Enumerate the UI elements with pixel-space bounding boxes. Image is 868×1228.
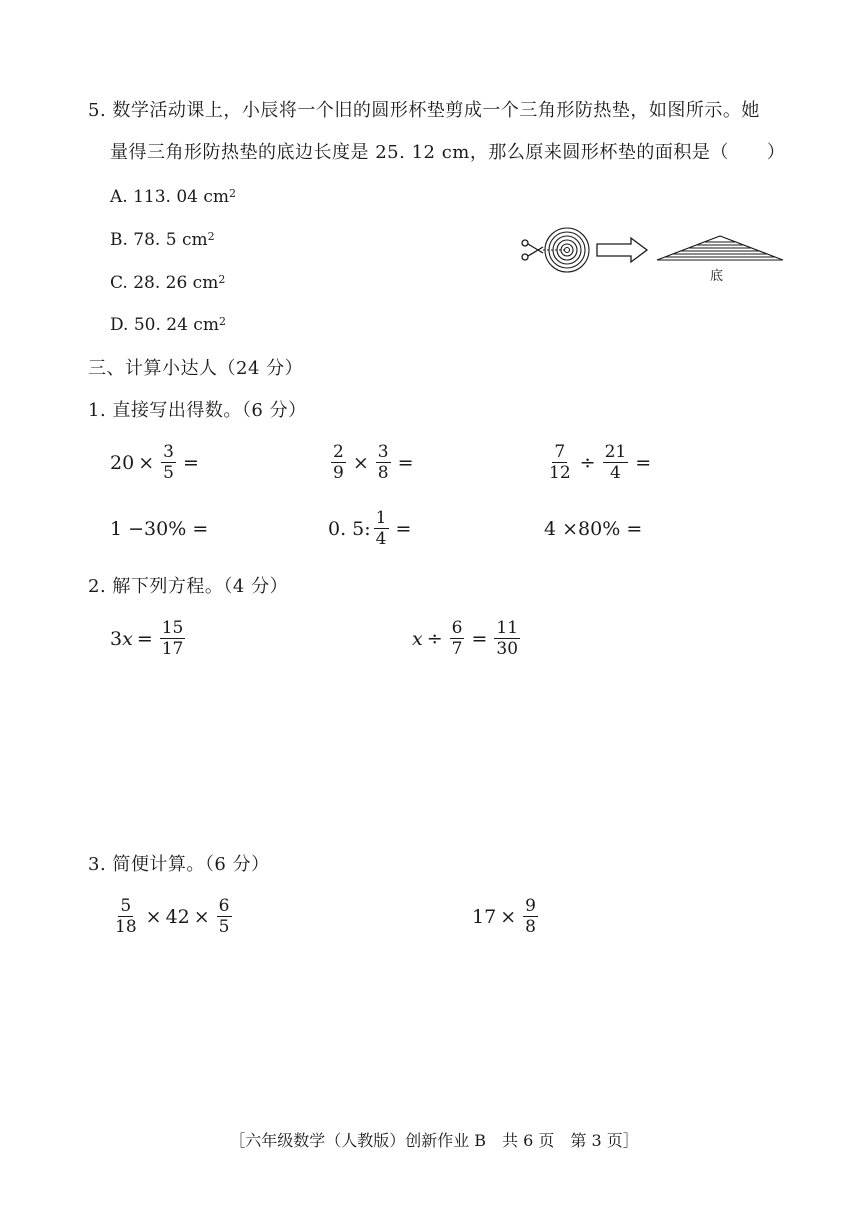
calc-1-op2: × [193,905,210,928]
expr-2-frac-b [376,442,391,483]
equation-2-var: x [412,627,423,650]
frac-den: 30 [496,639,519,659]
arrow-right-icon [597,238,647,262]
option-c[interactable] [110,271,225,295]
equals-sign: = [397,451,414,474]
equals-sign: = [136,627,153,650]
expr-6: 4 ×80% = [544,518,643,540]
expr-3 [544,442,655,483]
calc-1-int: 42 [165,905,190,928]
expr-1 [110,442,203,483]
frac-num: 15 [161,618,184,638]
q1-title: 1. 直接写出得数。（6 分） [88,400,307,421]
frac-num: 1 [375,508,387,528]
frac-den: 7 [451,639,463,659]
calc-1-op1: × [145,905,162,928]
equation-1-frac [160,618,186,659]
option-a-sup: 2 [229,187,237,200]
expr-5 [328,508,415,549]
frac-den: 8 [377,463,389,483]
frac-num: 5 [120,896,132,916]
frac-num: 9 [525,896,536,916]
frac-num: 6 [451,618,463,638]
q5-line1: 5. 数学活动课上，小辰将一个旧的圆形杯垫剪成一个三角形防热垫，如图所示。她 [88,100,760,121]
equation-1-coef: 3 [110,627,123,650]
triangle-pad-icon [657,236,783,260]
expr-3-frac-a [547,442,573,483]
frac-den: 17 [161,639,184,659]
calc-2-op: × [500,905,517,928]
calc-2 [472,896,541,937]
option-d[interactable] [110,313,226,337]
frac-den: 4 [609,463,621,483]
section-title: 三、计算小达人（24 分） [88,358,304,379]
frac-num: 21 [604,442,627,462]
frac-den: 8 [525,917,536,937]
option-b-sup: 2 [207,230,215,243]
q3-title: 3. 简便计算。（6 分） [88,854,270,875]
frac-den: 12 [549,463,571,483]
equation-1 [110,618,188,659]
calc-1-frac-b [217,896,232,937]
coaster-figure [515,222,790,284]
frac-num: 2 [333,442,344,462]
frac-den: 4 [375,529,387,549]
scissors-icon [522,240,543,260]
option-c-sup: 2 [218,273,226,286]
expr-5-ratio: 0. 5: [328,517,371,540]
figure-base-label: 底 [710,269,724,284]
equals-sign: = [395,517,412,540]
equation-2-op: ÷ [426,627,443,650]
equation-2-frac-a [450,618,465,659]
expr-5-frac [374,508,389,549]
option-d-text: D. 50. 24 cm [110,315,219,335]
page-footer: ［六年级数学（人教版）创新作业 B 共 6 页 第 3 页］ [229,1131,639,1150]
equals-sign: = [635,451,652,474]
frac-num: 3 [377,442,389,462]
expr-1-int: 20 [110,451,135,474]
expr-1-op: × [138,451,155,474]
frac-den: 5 [218,917,230,937]
expr-2-frac-a [331,442,346,483]
frac-num: 3 [163,442,174,462]
q5-line2-close: ） [766,142,786,163]
expr-3-frac-b [603,442,629,483]
q5-line2-text: 量得三角形防热垫的底边长度是 25. 12 cm，那么原来圆形杯垫的面积是（ [110,142,729,163]
option-a-text: A. 113. 04 cm [110,187,230,207]
frac-num: 11 [496,618,519,638]
expr-1-frac [161,442,176,483]
frac-num: 7 [554,442,566,462]
expr-4: 1 −30% = [110,518,209,540]
option-c-text: C. 28. 26 cm [110,273,219,293]
option-a[interactable] [110,185,236,209]
option-b[interactable] [110,228,215,252]
q2-title: 2. 解下列方程。（4 分） [88,576,289,597]
equation-2 [412,618,523,659]
expr-2-op: × [352,451,369,474]
frac-den: 5 [163,463,174,483]
equals-sign: = [182,451,199,474]
equals-sign: = [471,627,488,650]
expr-2 [328,442,418,483]
calc-2-int: 17 [472,905,497,928]
calc-2-frac [523,896,538,937]
calc-1 [110,896,235,937]
equation-2-frac-b [494,618,520,659]
frac-den: 9 [333,463,344,483]
calc-1-frac-a [113,896,139,937]
option-b-text: B. 78. 5 cm [110,230,208,250]
equation-1-var: x [122,627,133,650]
expr-3-op: ÷ [579,451,596,474]
q5-line2 [110,140,785,166]
frac-num: 6 [218,896,230,916]
option-d-sup: 2 [218,315,226,328]
frac-den: 18 [115,917,137,937]
circle-coaster-icon [543,228,589,272]
